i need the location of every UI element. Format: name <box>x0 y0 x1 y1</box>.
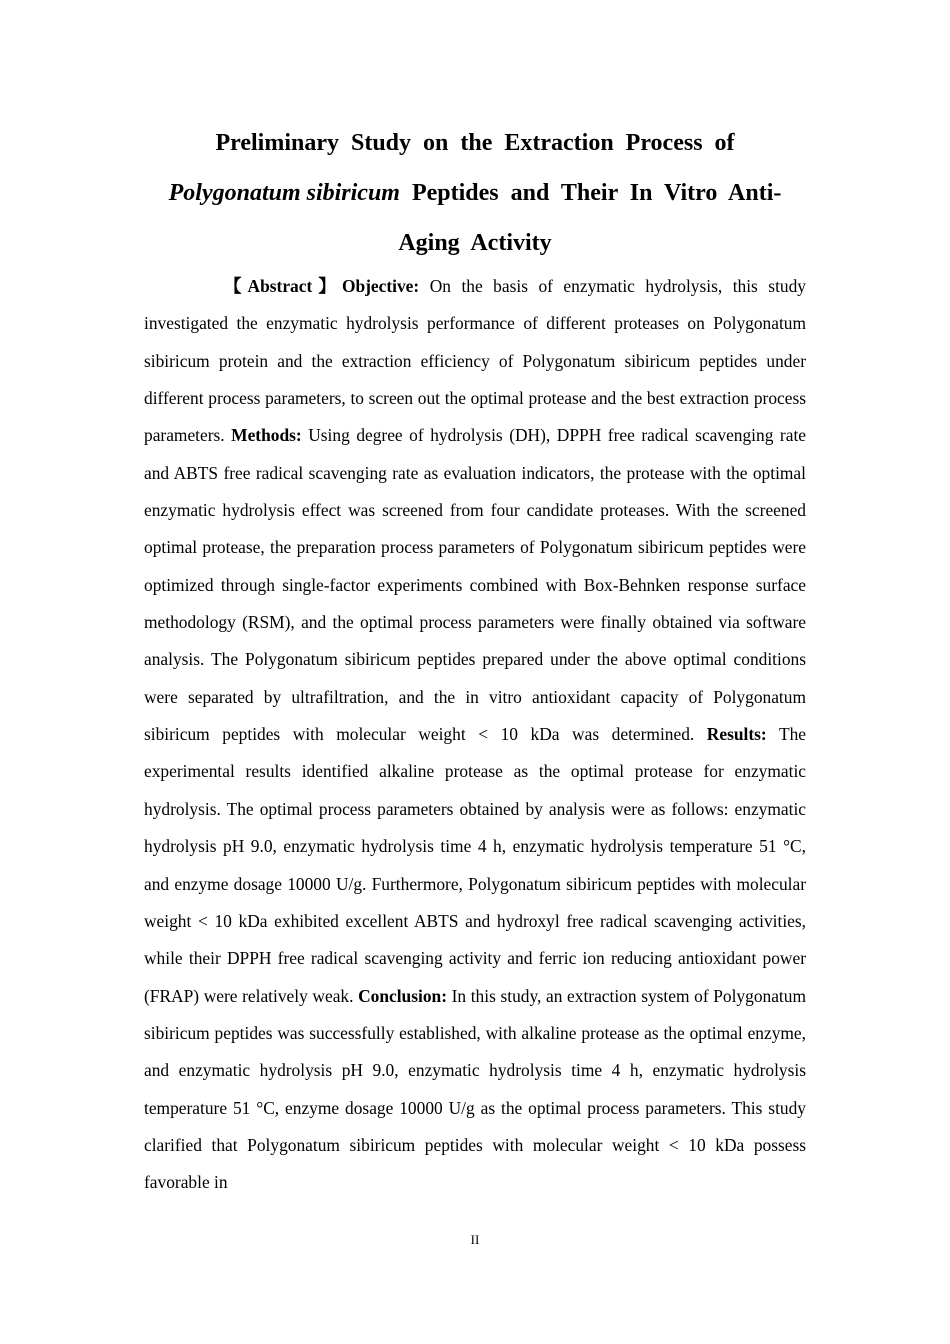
objective-text: On the basis of enzymatic hydrolysis, this study investigated the enzymatic hydrolysis performance of different proteases on Polygonatum sibiricum protein and the extraction efficiency of Polygonatum sibiricum peptides under different process parameters, to screen out the optimal protease and the best extraction process parameters. <box>144 276 806 446</box>
abstract-label: 【Abstract】 <box>224 276 342 296</box>
results-text: The experimental results identified alkaline protease as the optimal protease for enzymatic hydrolysis. The optimal process parameters obtained by analysis were as follows: enzymatic hydrolysis pH 9.0, enzymatic hydrolysis time 4 h, enzymatic hydrolysis temperature 51 °C, and enzyme dosage 10000 U/g. Furthermore, Polygonatum sibiricum peptides with molecular weight < 10 kDa exhibited excellent ABTS and hydroxyl free radical scavenging activities, while their DPPH free radical scavenging activity and ferric ion reducing antioxidant power (FRAP) were relatively weak. <box>144 724 806 1006</box>
title-line-1: Preliminary Study on the Extraction Process of <box>215 130 735 156</box>
methods-text: Using degree of hydrolysis (DH), DPPH free radical scavenging rate and ABTS free radical scavenging rate as evaluation indicators, the protease with the optimal enzymatic hydrolysis effect was screened from four candidate proteases. With the screened optimal protease, the preparation process parameters of Polygonatum sibiricum peptides were optimized through single-factor experiments combined with Box-Behnken response surface methodology (RSM), and the optimal process parameters were finally obtained via software analysis. The Polygonatum sibiricum peptides prepared under the above optimal conditions were separated by ultrafiltration, and the in vitro antioxidant capacity of Polygonatum sibiricum peptides with molecular weight < 10 kDa was determined. <box>144 425 806 745</box>
title-species-name: Polygonatum sibiricum <box>168 180 400 206</box>
abstract-paragraph <box>144 268 806 1202</box>
results-label: Results: <box>706 724 767 745</box>
objective-label: Objective: <box>341 276 420 296</box>
conclusion-label: Conclusion: <box>358 985 447 1006</box>
conclusion-text: In this study, an extraction system of Polygonatum sibiricum peptides was successfully established, with alkaline protease as the optimal enzyme, and enzymatic hydrolysis pH 9.0, enzymatic hydrolysis time 4 h, enzymatic hydrolysis temperature 51 °C, enzyme dosage 10000 U/g as the optimal process parameters. This study clarified that Polygonatum sibiricum peptides with molecular weight < 10 kDa possess favorable in <box>144 985 806 1193</box>
title-remainder: Peptides and Their In Vitro Anti-Aging Activity <box>398 180 782 256</box>
page-number: II <box>470 1232 480 1247</box>
document-page <box>144 118 806 1202</box>
paper-title <box>144 118 806 268</box>
methods-label: Methods: <box>231 425 302 446</box>
